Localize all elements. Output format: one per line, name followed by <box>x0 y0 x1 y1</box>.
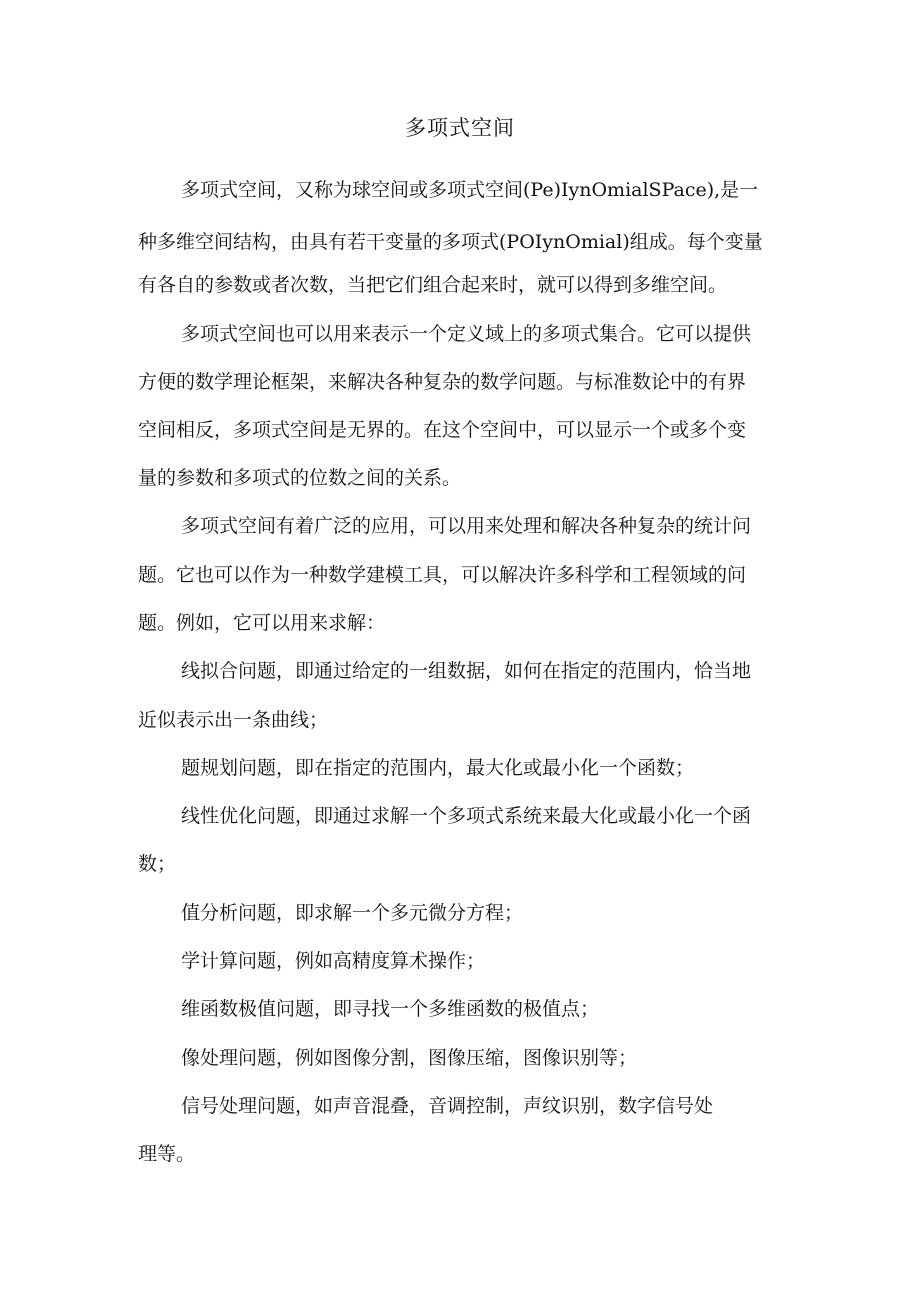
paragraph-2-line-1: 多项式空间也可以用来表示一个定义域上的多项式集合。它可以提供 <box>181 323 752 345</box>
paragraph-3-line-2: 题。它也可以作为一种数学建模工具，可以解决许多科学和工程领域的问 <box>138 564 747 586</box>
paragraph-1-line-2: 种多维空间结构，由具有若干变量的多项式(POIynOmial)组成。每个变量 <box>138 231 763 253</box>
list-item-8-line-1: 信号处理问题，如声音混叠，音调控制，声纹识别，数字信号处 <box>181 1095 714 1117</box>
list-item-7-line-1: 像处理问题，例如图像分割，图像压缩，图像识别等； <box>181 1047 638 1069</box>
list-item-1-line-2: 近似表示出一条曲线； <box>138 709 329 731</box>
list-item-6-line-1: 维函数极值问题，即寻找一个多维函数的极值点； <box>181 998 600 1020</box>
paragraph-2-line-3: 空间相反，多项式空间是无界的。在这个空间中，可以显示一个或多个变 <box>138 419 747 441</box>
list-item-1-line-1: 线拟合问题，即通过给定的一组数据，如何在指定的范围内，恰当地 <box>181 660 752 682</box>
paragraph-3-line-1: 多项式空间有着广泛的应用，可以用来处理和解决各种复杂的统计问 <box>181 515 752 537</box>
paragraph-1-line-1: 多项式空间，又称为球空间或多项式空间(Pe)IynOmialSPace),是一 <box>181 179 759 201</box>
list-item-8-line-2: 理等。 <box>138 1143 196 1165</box>
paragraph-2-line-2: 方便的数学理论框架，来解决各种复杂的数学问题。与标准数论中的有界 <box>138 371 747 393</box>
paragraph-1-line-3: 有各自的参数或者次数，当把它们组合起来时，就可以得到多维空间。 <box>138 274 728 296</box>
page-title: 多项式空间 <box>405 116 515 140</box>
list-item-4-line-1: 值分析问题，即求解一个多元微分方程； <box>181 902 524 924</box>
paragraph-2-line-4: 量的参数和多项式的位数之间的关系。 <box>138 467 462 489</box>
paragraph-3-line-3: 题。例如，它可以用来求解： <box>138 612 386 634</box>
list-item-3-line-2: 数； <box>138 853 177 875</box>
list-item-3-line-1: 线性优化问题，即通过求解一个多项式系统来最大化或最小化一个函 <box>181 805 752 827</box>
list-item-5-line-1: 学计算问题，例如高精度算术操作； <box>181 950 486 972</box>
list-item-2-line-1: 题规划问题，即在指定的范围内，最大化或最小化一个函数； <box>181 757 695 779</box>
